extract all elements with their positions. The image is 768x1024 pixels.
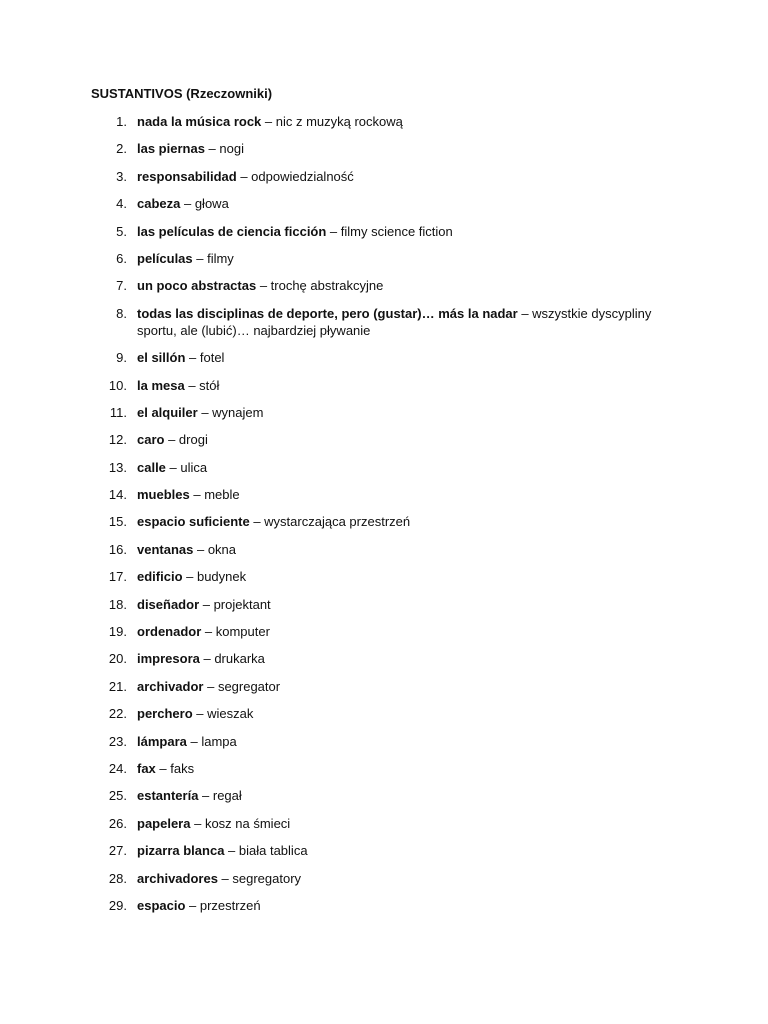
- document-heading: SUSTANTIVOS (Rzeczowniki): [91, 86, 273, 101]
- polish-translation: – fotel: [185, 350, 225, 366]
- item-text: [137, 250, 677, 267]
- item-number: 16.: [108, 541, 127, 557]
- polish-translation: – drogi: [164, 432, 208, 448]
- polish-translation: – komputer: [201, 624, 270, 640]
- item-text: [137, 168, 677, 185]
- list-item: [0, 305, 768, 339]
- polish-translation: – nic z muzyką rockową: [261, 114, 403, 129]
- spanish-term: espacio: [137, 897, 186, 913]
- item-number: 12.: [108, 432, 127, 448]
- item-number: 21.: [108, 678, 127, 694]
- list-item: [0, 870, 768, 887]
- list-item: [0, 842, 768, 859]
- polish-translation: – meble: [189, 487, 240, 503]
- spanish-term: las piernas: [137, 141, 205, 157]
- list-item: [0, 377, 768, 394]
- spanish-term: el sillón: [137, 350, 186, 366]
- polish-translation: – faks: [155, 760, 195, 776]
- polish-translation: – przestrzeń: [185, 897, 261, 913]
- spanish-term: perchero: [137, 706, 193, 722]
- vocabulary-list: [0, 113, 768, 924]
- item-text: [137, 305, 677, 339]
- item-number: 24.: [108, 760, 127, 776]
- list-item: [0, 678, 768, 695]
- polish-translation: – wszystkie dyscypliny sportu, ale (lubić)… najbardziej pływanie: [137, 305, 652, 338]
- polish-translation: – nogi: [204, 141, 244, 157]
- spanish-term: impresora: [137, 651, 200, 667]
- item-number: 14.: [108, 487, 127, 503]
- spanish-term: cabeza: [137, 196, 181, 212]
- item-text: [137, 541, 677, 558]
- item-number: 20.: [108, 651, 127, 667]
- polish-translation: – regał: [198, 788, 242, 804]
- item-number: 11.: [109, 404, 127, 420]
- polish-translation: – segregatory: [217, 870, 302, 886]
- item-number: 17.: [108, 569, 127, 585]
- list-item: [0, 250, 768, 267]
- item-number: 6.: [116, 250, 127, 266]
- list-item: [0, 486, 768, 503]
- item-text: [137, 623, 677, 640]
- polish-translation: – budynek: [182, 569, 247, 585]
- item-text: [137, 277, 677, 294]
- polish-translation: – lampa: [186, 733, 237, 749]
- polish-translation: – kosz na śmieci: [190, 815, 291, 831]
- polish-translation: – stół: [184, 377, 220, 393]
- polish-translation: – ulica: [165, 459, 208, 475]
- item-number: 4.: [116, 196, 127, 212]
- spanish-term: películas: [137, 250, 193, 266]
- list-item: [0, 815, 768, 832]
- item-text: [137, 431, 677, 448]
- item-number: 9.: [116, 350, 127, 366]
- spanish-term: fax: [137, 760, 156, 776]
- polish-translation: – trochę abstrakcyjne: [256, 278, 384, 294]
- item-text: [137, 459, 677, 476]
- item-number: 18.: [108, 596, 127, 612]
- item-number: 28.: [108, 870, 127, 886]
- item-number: 2.: [116, 141, 127, 157]
- item-text: [137, 650, 677, 667]
- polish-translation: – segregator: [203, 678, 281, 694]
- polish-translation: – wieszak: [192, 706, 254, 722]
- item-text: [137, 787, 677, 804]
- list-item: [0, 568, 768, 585]
- spanish-term: archivador: [137, 678, 204, 694]
- list-item: [0, 168, 768, 185]
- item-number: 5.: [116, 223, 127, 239]
- list-item: [0, 650, 768, 667]
- item-text: [137, 113, 677, 130]
- list-item: [0, 623, 768, 640]
- list-item: [0, 113, 768, 130]
- item-number: 25.: [108, 788, 127, 804]
- item-number: 19.: [108, 624, 127, 640]
- list-item: [0, 897, 768, 914]
- list-item: [0, 596, 768, 613]
- item-number: 10.: [108, 377, 127, 393]
- item-text: [137, 733, 677, 750]
- item-number: 1.: [116, 114, 127, 129]
- spanish-term: todas las disciplinas de deporte, pero (gustar)… más la nadar: [137, 305, 518, 321]
- item-number: 26.: [108, 815, 127, 831]
- polish-translation: – projektant: [199, 596, 271, 612]
- spanish-term: estantería: [137, 788, 199, 804]
- list-item: [0, 787, 768, 804]
- item-text: [137, 678, 677, 695]
- spanish-term: el alquiler: [137, 404, 198, 420]
- item-text: [137, 705, 677, 722]
- spanish-term: papelera: [137, 815, 191, 831]
- list-item: [0, 513, 768, 530]
- polish-translation: – drukarka: [199, 651, 265, 667]
- polish-translation: – filmy: [192, 250, 234, 266]
- spanish-term: responsabilidad: [137, 168, 237, 184]
- spanish-term: archivadores: [137, 870, 218, 886]
- list-item: [0, 541, 768, 558]
- list-item: [0, 431, 768, 448]
- item-text: [137, 223, 677, 240]
- spanish-term: ventanas: [137, 541, 194, 557]
- item-number: 23.: [108, 733, 127, 749]
- spanish-term: espacio suficiente: [137, 514, 250, 530]
- item-text: [137, 377, 677, 394]
- item-text: [137, 195, 677, 212]
- polish-translation: – głowa: [180, 196, 229, 212]
- item-text: [137, 404, 677, 421]
- spanish-term: caro: [137, 432, 165, 448]
- item-number: 22.: [108, 706, 127, 722]
- list-item: [0, 404, 768, 421]
- polish-translation: – biała tablica: [224, 843, 308, 859]
- item-number: 8.: [116, 305, 127, 321]
- spanish-term: la mesa: [137, 377, 185, 393]
- spanish-term: edificio: [137, 569, 183, 585]
- spanish-term: diseñador: [137, 596, 200, 612]
- item-number: 27.: [108, 843, 127, 859]
- item-text: [137, 596, 677, 613]
- item-number: 15.: [108, 514, 127, 530]
- item-number: 13.: [108, 459, 127, 475]
- spanish-term: calle: [137, 459, 166, 475]
- list-item: [0, 705, 768, 722]
- list-item: [0, 277, 768, 294]
- item-text: [137, 513, 677, 530]
- spanish-term: muebles: [137, 487, 190, 503]
- spanish-term: lámpara: [137, 733, 187, 749]
- list-item: [0, 140, 768, 157]
- item-text: [137, 870, 677, 887]
- polish-translation: – okna: [193, 541, 237, 557]
- polish-translation: – wynajem: [197, 404, 264, 420]
- item-text: [137, 897, 677, 914]
- polish-translation: – wystarczająca przestrzeń: [249, 514, 411, 530]
- list-item: [0, 223, 768, 240]
- polish-translation: – odpowiedzialność: [236, 168, 354, 184]
- item-number: 3.: [116, 168, 127, 184]
- spanish-term: nada la música rock: [137, 114, 262, 129]
- spanish-term: pizarra blanca: [137, 843, 225, 859]
- item-number: 7.: [116, 278, 127, 294]
- list-item: [0, 760, 768, 777]
- item-text: [137, 349, 677, 366]
- item-text: [137, 760, 677, 777]
- item-text: [137, 842, 677, 859]
- spanish-term: ordenador: [137, 624, 202, 640]
- list-item: [0, 733, 768, 750]
- polish-translation: – filmy science fiction: [326, 223, 453, 239]
- item-text: [137, 486, 677, 503]
- list-item: [0, 349, 768, 366]
- list-item: [0, 459, 768, 476]
- spanish-term: un poco abstractas: [137, 278, 257, 294]
- item-number: 29.: [108, 897, 127, 913]
- item-text: [137, 568, 677, 585]
- list-item: [0, 195, 768, 212]
- spanish-term: las películas de ciencia ficción: [137, 223, 327, 239]
- item-text: [137, 815, 677, 832]
- item-text: [137, 140, 677, 157]
